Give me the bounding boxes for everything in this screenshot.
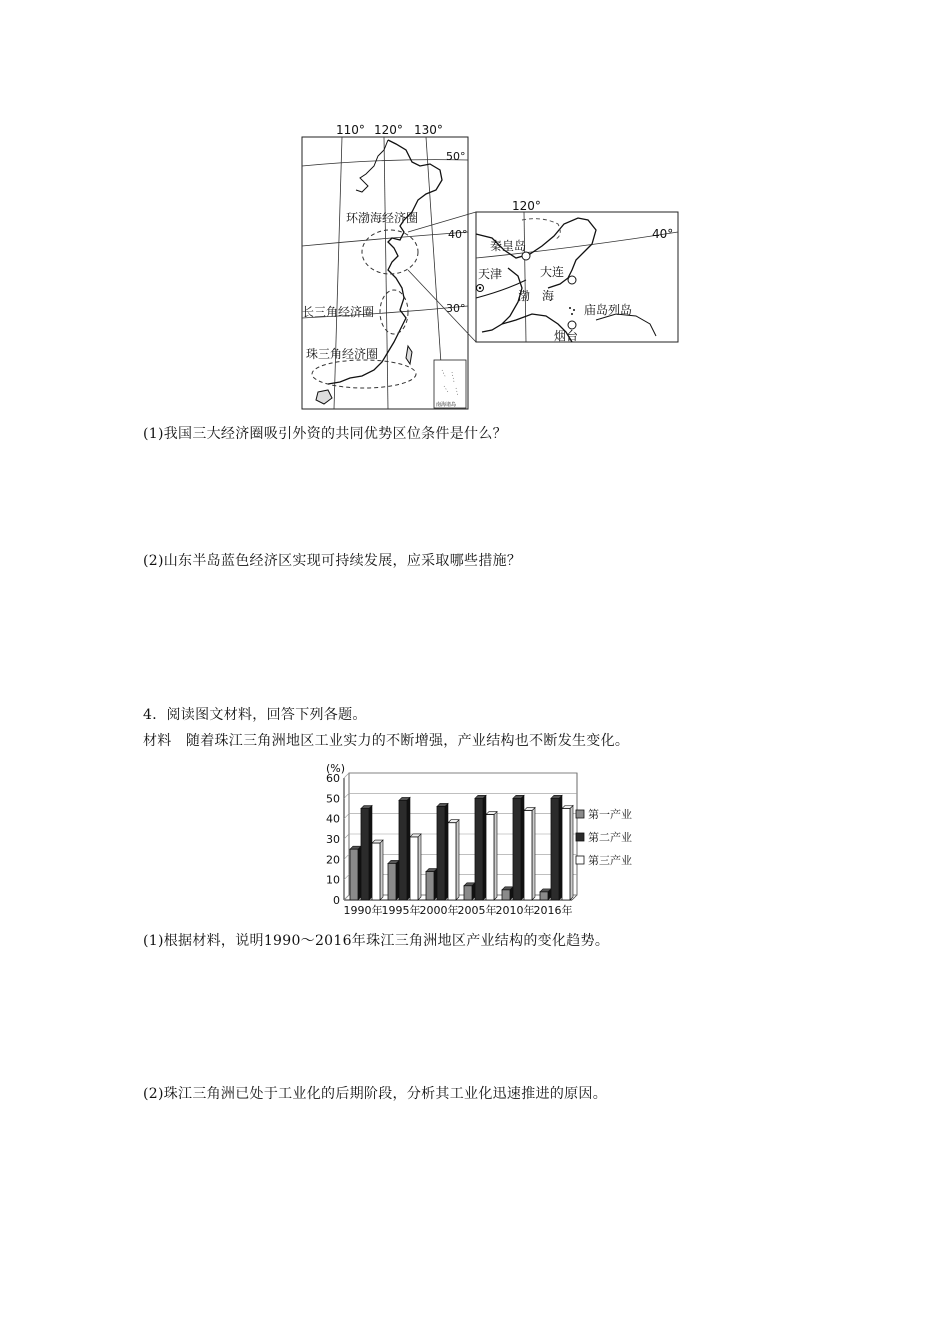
bar-1-2010年 bbox=[502, 890, 510, 900]
south-china-sea-inset bbox=[434, 360, 466, 408]
bar-1-2005年 bbox=[464, 886, 472, 900]
marker-miaodao-2 bbox=[573, 309, 575, 311]
bar-side bbox=[418, 834, 421, 900]
bar-3-2000年 bbox=[448, 823, 456, 900]
bar-side bbox=[407, 797, 410, 900]
detail-lat-label: 40° bbox=[652, 227, 674, 241]
label-qinhuangdao: 秦皇岛 bbox=[490, 239, 527, 253]
bar-2-1990年 bbox=[361, 809, 369, 901]
label-bo: 渤 bbox=[518, 289, 531, 303]
question-4-title: 4．阅读图文材料，回答下列各题。 bbox=[143, 707, 367, 723]
lat-label-30: 30° bbox=[446, 302, 466, 315]
bar-1-1995年 bbox=[388, 863, 396, 900]
bar-2-1995年 bbox=[399, 800, 407, 900]
x-tick-label: 2010年 bbox=[495, 904, 535, 917]
legend-swatch bbox=[576, 833, 584, 841]
bar-side bbox=[570, 806, 573, 901]
inset-label: 南海诸岛 bbox=[436, 402, 457, 408]
chart-legend bbox=[576, 807, 632, 867]
gridline-side bbox=[344, 834, 349, 839]
y-tick-label: 60 bbox=[326, 772, 340, 785]
bar-1-1990年 bbox=[350, 849, 358, 900]
bar-2-2005年 bbox=[475, 798, 483, 900]
lon-label-120: 120° bbox=[374, 123, 403, 137]
gridline-side bbox=[344, 814, 349, 819]
gridline-side bbox=[344, 875, 349, 880]
bar-side bbox=[380, 840, 383, 900]
x-tick-labels bbox=[344, 903, 573, 917]
x-tick-label: 2000年 bbox=[419, 904, 459, 917]
lon-label-110: 110° bbox=[336, 123, 365, 137]
gridline-side bbox=[344, 895, 349, 900]
bar-3-2005年 bbox=[486, 815, 494, 900]
lat-label-50: 50° bbox=[446, 150, 466, 163]
bar-side bbox=[456, 820, 459, 900]
bar-side bbox=[396, 860, 399, 900]
bar-side bbox=[532, 808, 535, 900]
bar-side bbox=[559, 795, 562, 900]
y-tick-label: 0 bbox=[333, 894, 340, 907]
label-hai: 海 bbox=[542, 289, 555, 303]
marker-miaodao-3 bbox=[571, 313, 573, 315]
legend-label: 第三产业 bbox=[588, 854, 632, 867]
china-economic-zones-map bbox=[296, 120, 680, 416]
bar-2-2000年 bbox=[437, 806, 445, 900]
bar-2-2016年 bbox=[551, 798, 559, 900]
y-tick-label: 20 bbox=[326, 853, 340, 867]
label-bohai-zone: 环渤海经济圈 bbox=[346, 211, 419, 225]
y-tick-labels bbox=[326, 772, 340, 907]
question-4-material: 材料 随着珠江三角洲地区工业实力的不断增强，产业结构也不断发生变化。 bbox=[143, 733, 630, 749]
detail-lon-label: 120° bbox=[512, 199, 541, 213]
x-tick-label: 2016年 bbox=[533, 904, 573, 917]
marker-qinhuangdao bbox=[522, 252, 530, 260]
label-pearl-zone: 珠三角经济圈 bbox=[306, 347, 379, 361]
gridline-side bbox=[344, 854, 349, 859]
marker-dalian bbox=[568, 276, 576, 284]
bar-3-2010年 bbox=[524, 811, 532, 900]
lat-label-40: 40° bbox=[448, 228, 468, 241]
bar-side bbox=[445, 803, 448, 900]
bar-3-1990年 bbox=[372, 843, 380, 900]
label-tianjin: 天津 bbox=[478, 267, 503, 281]
industry-structure-chart bbox=[318, 760, 648, 926]
bar-3-1995年 bbox=[410, 837, 418, 900]
label-yangtze-zone: 长三角经济圈 bbox=[302, 305, 375, 319]
legend-label: 第二产业 bbox=[588, 831, 632, 844]
bar-side bbox=[494, 812, 497, 900]
legend-label: 第一产业 bbox=[588, 808, 632, 821]
x-tick-label: 1990年 bbox=[343, 904, 383, 917]
question-3-1: (1)我国三大经济圈吸引外资的共同优势区位条件是什么？ bbox=[143, 426, 507, 442]
x-tick-label: 2005年 bbox=[457, 904, 497, 917]
question-4-2: (2)珠江三角洲已处于工业化的后期阶段，分析其工业化迅速推进的原因。 bbox=[143, 1086, 608, 1102]
label-miaodao: 庙岛列岛 bbox=[584, 303, 633, 317]
bar-side bbox=[483, 795, 486, 900]
legend-swatch bbox=[576, 810, 584, 818]
label-yantai: 烟台 bbox=[554, 329, 579, 343]
y-tick-label: 50 bbox=[326, 792, 340, 806]
bar-2-2010年 bbox=[513, 798, 521, 900]
question-4-1: (1)根据材料，说明1990～2016年珠江三角洲地区产业结构的变化趋势。 bbox=[143, 933, 610, 949]
bar-side bbox=[369, 806, 372, 901]
bar-side bbox=[358, 846, 361, 900]
label-dalian: 大连 bbox=[540, 265, 565, 279]
bar-side bbox=[434, 869, 437, 900]
legend-swatch bbox=[576, 856, 584, 864]
y-tick-label: 40 bbox=[326, 812, 340, 826]
marker-tianjin-dot bbox=[479, 287, 481, 289]
marker-miaodao-1 bbox=[569, 307, 571, 309]
bar-1-2000年 bbox=[426, 872, 434, 900]
bar-3-2016年 bbox=[562, 809, 570, 901]
bar-1-2016年 bbox=[540, 892, 548, 900]
marker-yantai bbox=[568, 321, 576, 329]
lon-label-130: 130° bbox=[414, 123, 443, 137]
bar-side bbox=[521, 795, 524, 900]
x-tick-label: 1995年 bbox=[381, 904, 421, 917]
y-axis-unit: (%) bbox=[326, 762, 346, 775]
y-tick-label: 30 bbox=[326, 833, 340, 846]
gridline-side bbox=[344, 793, 349, 798]
question-3-2: (2)山东半岛蓝色经济区实现可持续发展，应采取哪些措施？ bbox=[143, 553, 522, 569]
y-tick-label: 10 bbox=[326, 873, 340, 887]
